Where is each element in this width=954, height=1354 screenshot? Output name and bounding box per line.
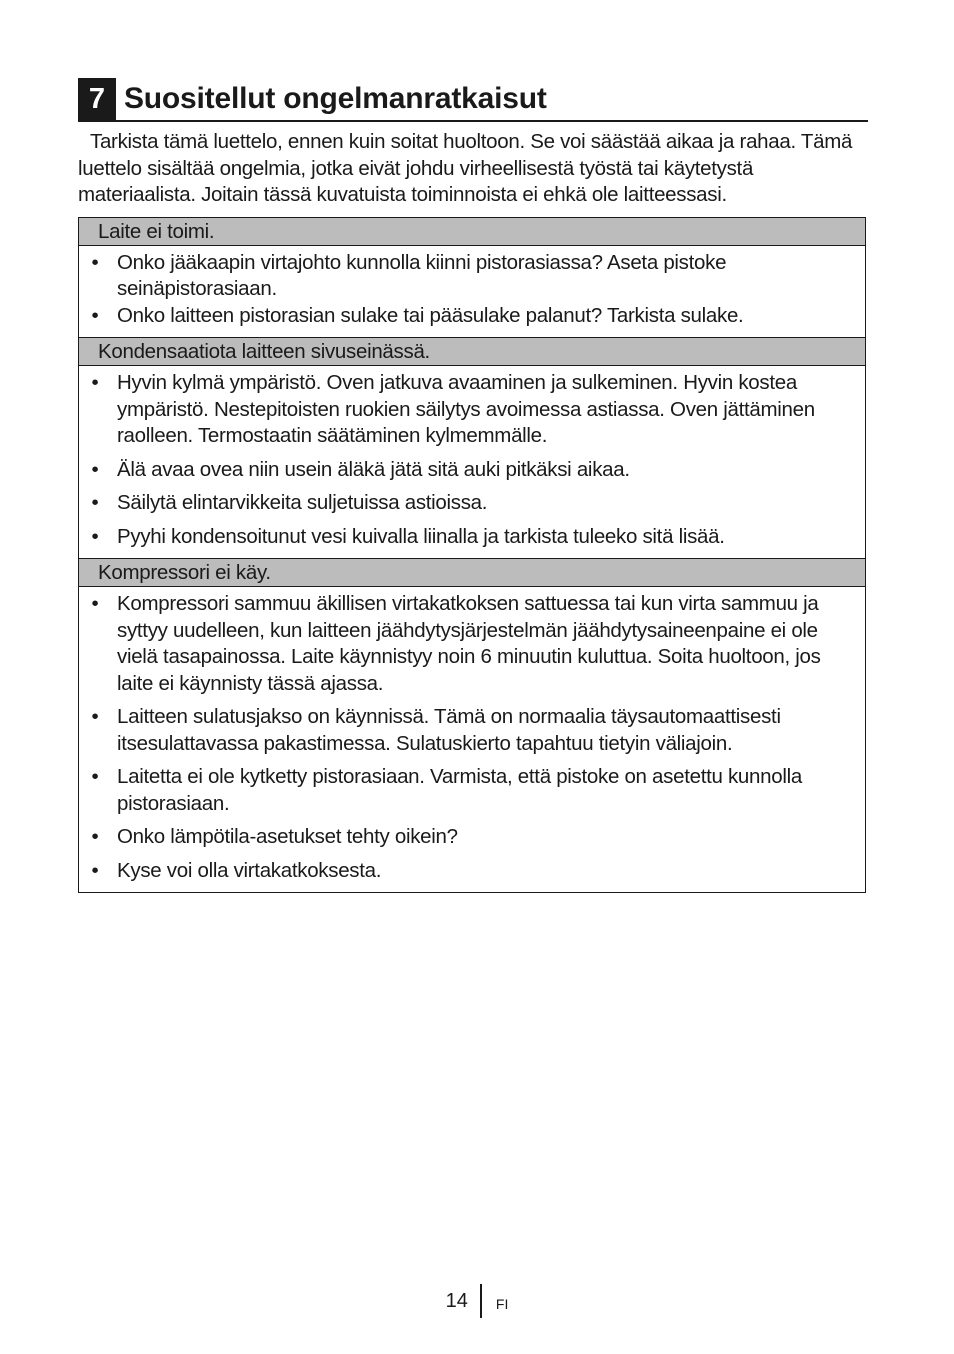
intro-paragraph bbox=[78, 129, 868, 209]
section-title: Suositellut ongelmanratkaisut bbox=[124, 82, 547, 115]
list-item bbox=[79, 250, 845, 303]
list-item bbox=[79, 524, 845, 551]
bullet-icon: • bbox=[91, 457, 99, 481]
list-item-text: Onko jääkaapin virtajohto kunnolla kiinni pistorasiassa? Aseta pistoke seinäpistorasiaan. bbox=[117, 250, 727, 300]
list-item-text: Kyse voi olla virtakatkoksesta. bbox=[117, 858, 382, 882]
list-item-text: Älä avaa ovea niin usein äläkä jätä sitä auki pitkäksi aikaa. bbox=[117, 457, 630, 481]
list-item-text: Onko lämpötila-asetukset tehty oikein? bbox=[117, 825, 458, 848]
language-code: FI bbox=[495, 1296, 509, 1312]
bullet-icon: • bbox=[91, 825, 99, 848]
bullet-icon: • bbox=[91, 524, 99, 548]
list-item-text: Pyyhi kondensoitunut vesi kuivalla liinalla ja tarkista tuleeko sitä lisää. bbox=[117, 524, 725, 548]
page-number: 14 bbox=[445, 1289, 468, 1312]
group-header-not-working: Laite ei toimi. bbox=[79, 218, 865, 246]
list-item-text: Laitetta ei ole kytketty pistorasiaan. Varmista, että pistoke on asetettu kunnolla pistorasiaan. bbox=[117, 765, 802, 815]
group-items-compressor bbox=[79, 587, 865, 892]
list-item-text: Hyvin kylmä ympäristö. Oven jatkuva avaaminen ja sulkeminen. Hyvin kostea ympäristö. Nestepitoisten ruokien säilytys avoimessa astiassa. Oven jättäminen raolleen. Termostaatin säätäminen kylmemmälle. bbox=[117, 371, 815, 447]
manual-page bbox=[78, 78, 868, 893]
troubleshooting-table bbox=[78, 217, 866, 894]
bullet-icon: • bbox=[91, 705, 99, 728]
bullet-icon: • bbox=[91, 592, 99, 615]
list-item bbox=[79, 370, 845, 450]
group-header-condensation: Kondensaatiota laitteen sivuseinässä. bbox=[79, 337, 865, 366]
bullet-icon: • bbox=[91, 250, 99, 274]
list-item-text: Kompressori sammuu äkillisen virtakatkoksen sattuessa tai kun virta sammuu ja syttyy uudelleen, kun laitteen jäähdytysjärjestelmän jäähdytysaineenpaine ei ole vielä tasapainossa. Laite käynnistyy noin 6 minuutin kuluttua. Soita huoltoon, jos laite ei käynnisty tässä ajassa. bbox=[117, 592, 821, 695]
group-header-compressor: Kompressori ei käy. bbox=[79, 558, 865, 587]
bullet-icon: • bbox=[91, 765, 99, 788]
group-items-not-working bbox=[79, 246, 865, 338]
bullet-icon: • bbox=[91, 371, 99, 394]
group-items-condensation bbox=[79, 366, 865, 558]
list-item bbox=[79, 490, 845, 517]
list-item bbox=[79, 764, 845, 817]
list-item-text: Laitteen sulatusjakso on käynnissä. Tämä on normaalia täysautomaattisesti itsesulattavassa pakastimessa. Sulatuskierto tapahtuu tietyin väliajoin. bbox=[117, 705, 781, 755]
list-item bbox=[79, 457, 845, 484]
list-item bbox=[79, 591, 845, 697]
section-number-badge: 7 bbox=[78, 78, 116, 120]
bullet-icon: • bbox=[91, 303, 99, 327]
bullet-icon: • bbox=[91, 491, 99, 514]
bullet-icon: • bbox=[91, 858, 99, 882]
list-item-text: Säilytä elintarvikkeita suljetuissa astioissa. bbox=[117, 491, 488, 514]
list-item bbox=[79, 824, 845, 851]
section-heading bbox=[78, 78, 868, 122]
list-item bbox=[79, 704, 845, 757]
intro-text: Tarkista tämä luettelo, ennen kuin soitat huoltoon. Se voi säästää aikaa ja rahaa. Tämä luettelo sisältää ongelmia, jotka eivät johdu virheellisestä työstä tai käytetystä materiaalista. Joitain tässä kuvatuista toiminnoista ei ehkä ole laitteessasi. bbox=[78, 130, 853, 206]
page-footer bbox=[0, 1284, 954, 1318]
list-item bbox=[79, 303, 845, 330]
list-item bbox=[79, 858, 845, 885]
list-item-text: Onko laitteen pistorasian sulake tai pääsulake palanut? Tarkista sulake. bbox=[117, 303, 744, 327]
